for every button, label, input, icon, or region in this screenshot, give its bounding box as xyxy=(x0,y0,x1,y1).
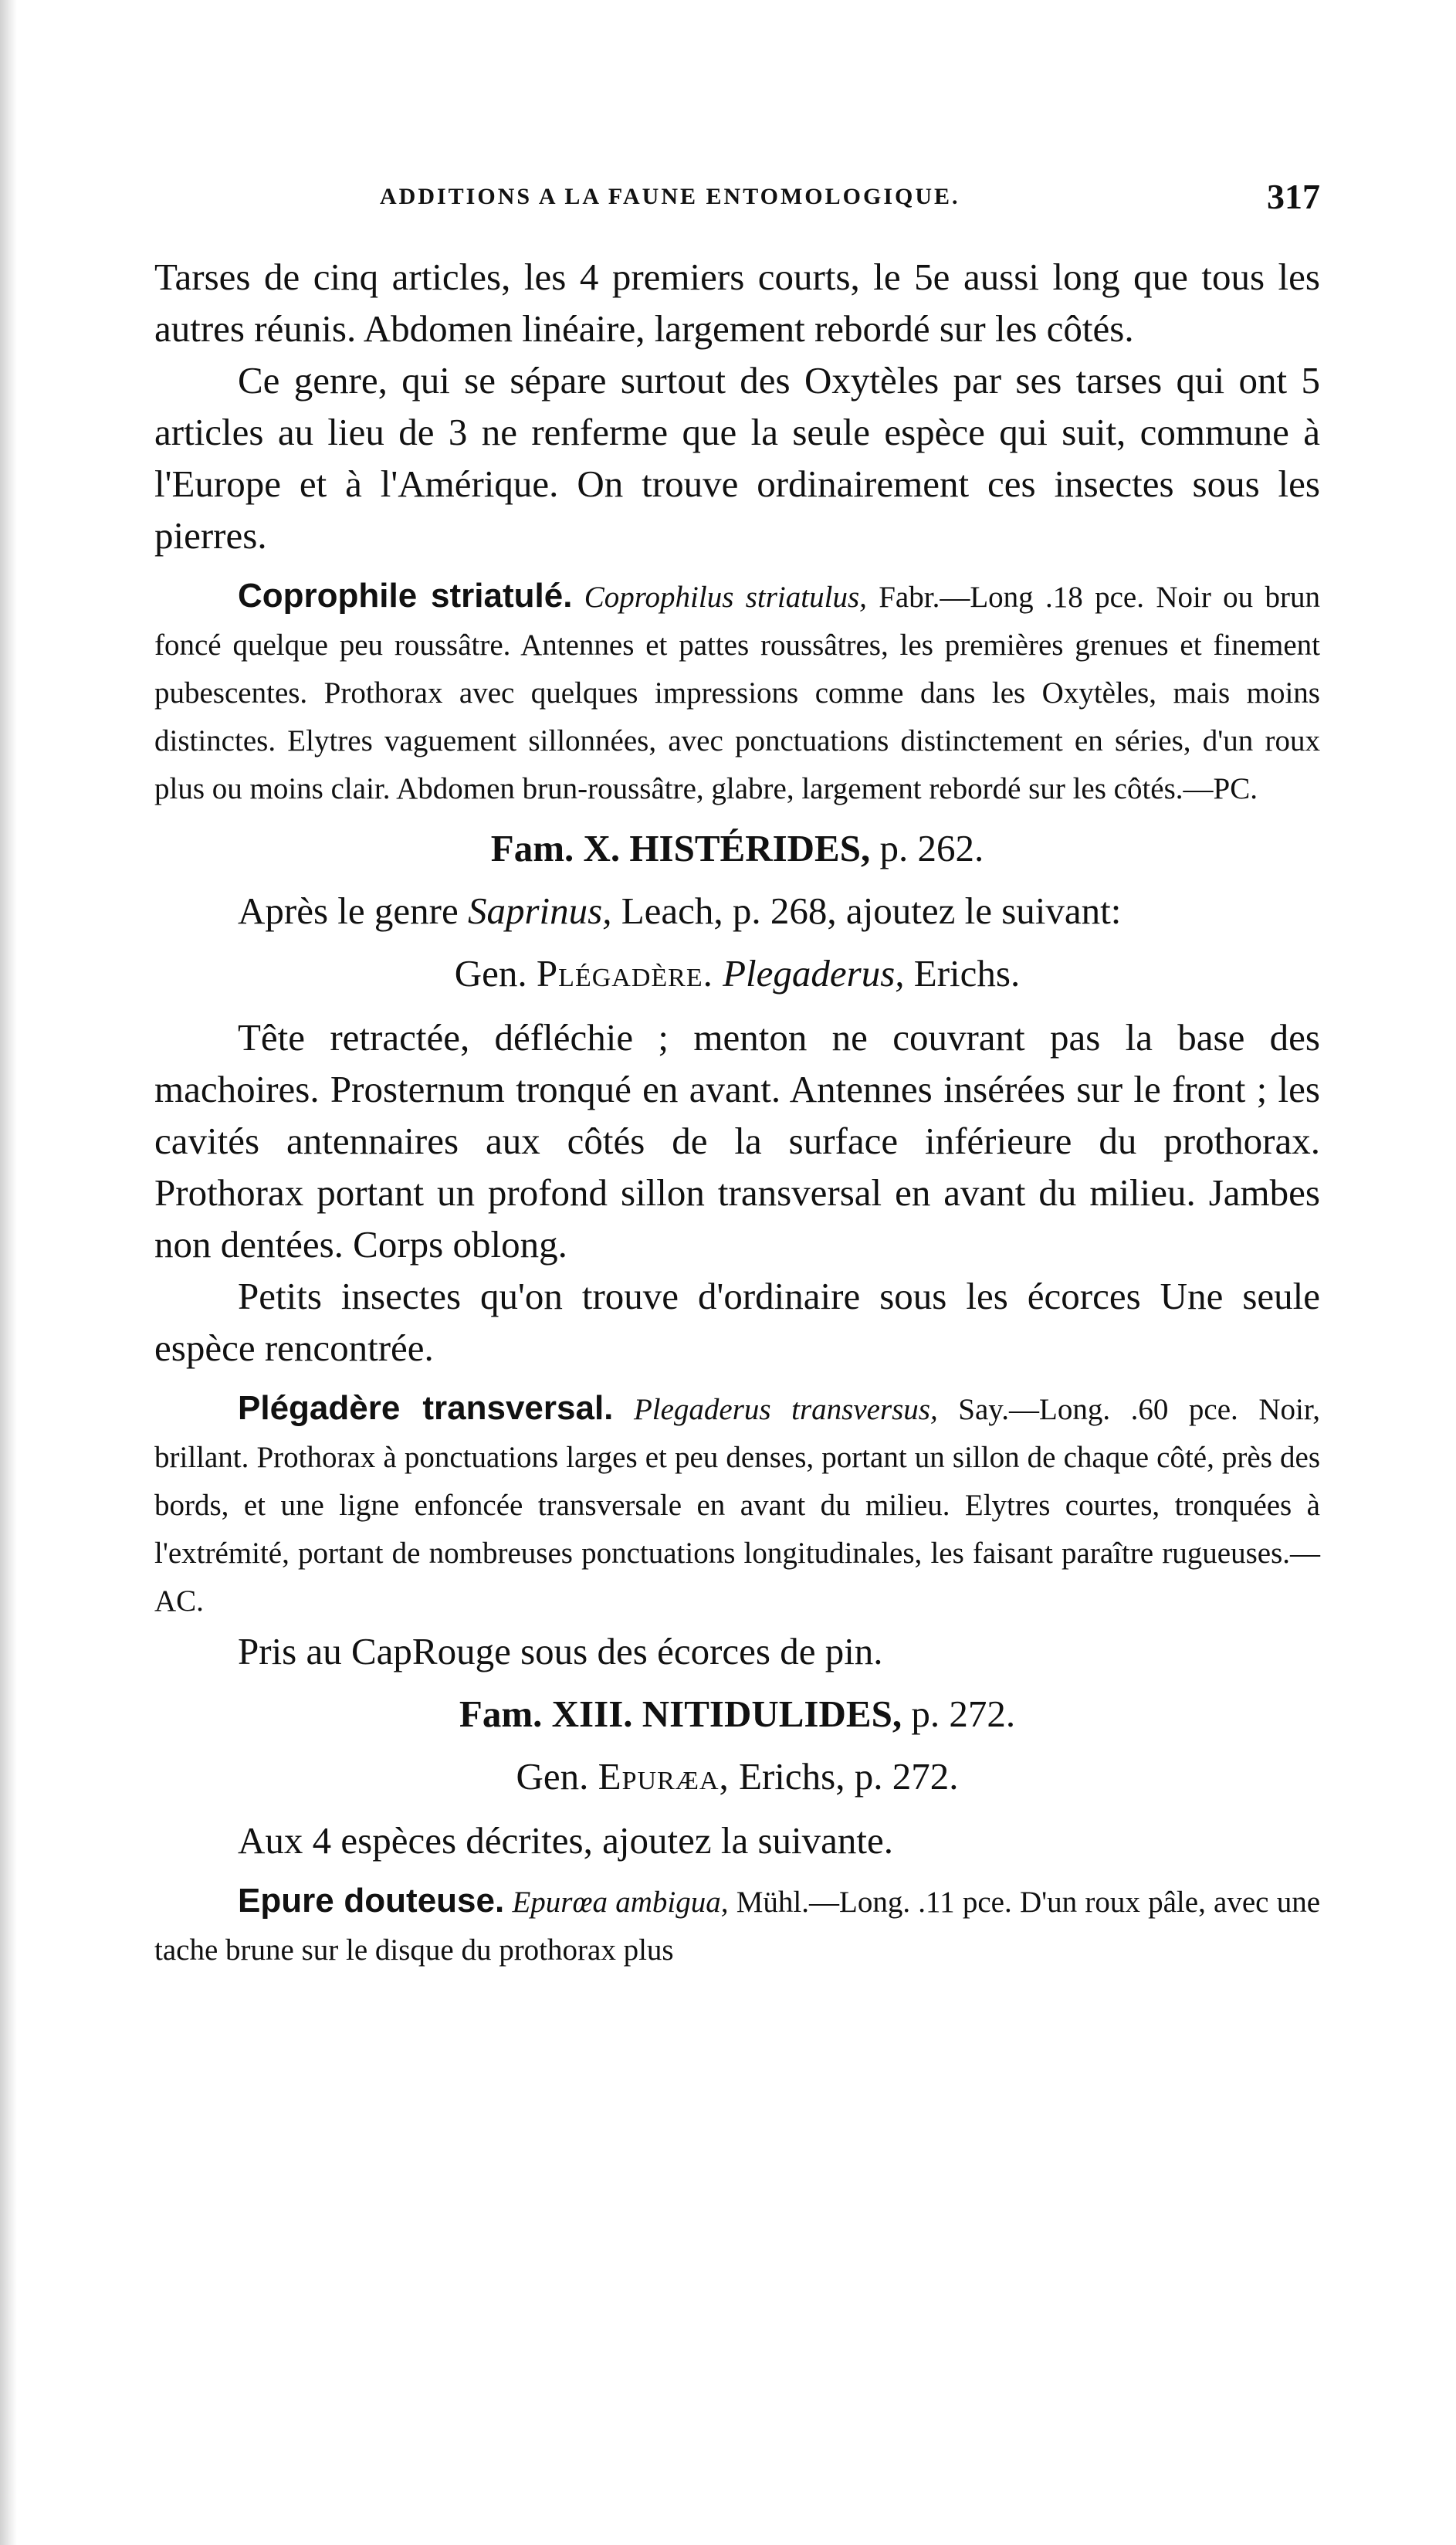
paragraph-saprinus xyxy=(154,885,1320,937)
running-head: ADDITIONS A LA FAUNE ENTOMOLOGIQUE. xyxy=(380,184,960,209)
family-label: Fam. XIII. NITIDULIDES, xyxy=(459,1693,902,1735)
species-epure xyxy=(154,1877,1320,1974)
page-header xyxy=(154,176,1320,222)
species-description: Fabr.—Long .18 pce. Noir ou brun foncé quelque peu roussâtre. Antennes et pattes roussâtres, les premières grenues et finement pubescentes. Prothorax avec quelques impressions comme dans les Oxytèles, mais moins distinctes. Elytres vaguement sillonnées, avec ponctuations distinctement en séries, d'un roux plus ou moins clair. Abdomen brun-roussâtre, glabre, largement rebordé sur les côtés.—PC. xyxy=(154,581,1321,805)
genus-gen: Gen. xyxy=(454,952,527,995)
paragraph-tete: Tête retractée, défléchie ; menton ne couvrant pas la base des machoires. Prosternum tronqué en avant. Antennes insérées sur le front ; les cavités antennaires aux côtés de la surface inférieure du prothorax. Prothorax portant un profond sillon transversal en avant du milieu. Jambes non dentées. Corps oblong. xyxy=(154,1016,1320,1266)
page-body xyxy=(154,251,1320,1974)
genus-rest: Erichs, p. 272. xyxy=(739,1755,959,1798)
family-heading-histerides xyxy=(154,822,1320,874)
species-latin: Plegaderus transversus, xyxy=(633,1393,938,1426)
species-description: Say.—Long. .60 pce. Noir, brillant. Prothorax à ponctuations larges et peu denses, portant un sillon de chaque côté, près des bords, et une ligne enfoncée transversale en avant du milieu. Elytres courtes, tronquées à l'extrémité, portant de nombreuses ponctuations longitudinales, les faisant paraître rugueuses.—AC. xyxy=(154,1393,1321,1618)
species-latin: Epurœa ambigua, xyxy=(512,1886,729,1919)
paragraph-pris: Pris au CapRouge sous des écorces de pin. xyxy=(238,1630,883,1672)
species-latin: Coprophilus striatulus, xyxy=(584,581,867,614)
paragraph-aux-especes: Aux 4 espèces décrites, ajoutez la suivante. xyxy=(238,1819,894,1862)
family-label: Fam. X. HISTÉRIDES, xyxy=(490,827,871,869)
species-name: Coprophile striatulé. xyxy=(238,577,573,615)
paragraph-petits-insectes: Petits insectes qu'on trouve d'ordinaire sous les écorces Une seule espèce rencontrée. xyxy=(154,1275,1320,1369)
page-number: 317 xyxy=(1267,177,1320,216)
genus-name: Plégadère. xyxy=(536,952,713,995)
genus-author: Erichs. xyxy=(913,952,1021,995)
species-plegadere xyxy=(154,1384,1320,1625)
saprinus-post: Leach, p. 268, ajoutez le suivant: xyxy=(621,890,1122,932)
species-description: Mühl.—Long. .11 pce. D'un roux pâle, avec une tache brune sur le disque du prothorax plus xyxy=(154,1886,1321,1967)
family-heading-nitidulides xyxy=(154,1688,1320,1740)
genus-name: Epuræa, xyxy=(598,1755,730,1798)
paragraph-genre: Ce genre, qui se sépare surtout des Oxytèles par ses tarses qui ont 5 articles au lieu de 3 ne renferme que la seule espèce qui suit, commune à l'Europe et à l'Amérique. On trouve ordinairement ces insectes sous les pierres. xyxy=(154,359,1320,557)
family-page: p. 262. xyxy=(879,827,984,869)
genus-heading-plegadere xyxy=(154,947,1320,999)
genus-heading-epuraea xyxy=(154,1750,1320,1802)
species-name: Epure douteuse. xyxy=(238,1882,505,1920)
saprinus-pre: Après le genre xyxy=(238,890,459,932)
saprinus-genus: Saprinus, xyxy=(467,890,612,932)
genus-gen: Gen. xyxy=(516,1755,589,1798)
species-name: Plégadère transversal. xyxy=(238,1389,614,1427)
scan-edge xyxy=(0,0,17,2545)
paragraph-tarses: Tarses de cinq articles, les 4 premiers courts, le 5e aussi long que tous les autres réunis. Abdomen linéaire, largement rebordé sur les côtés. xyxy=(154,256,1320,350)
species-coprophile xyxy=(154,572,1320,813)
family-page: p. 272. xyxy=(911,1693,1016,1735)
genus-latin: Plegaderus, xyxy=(723,952,905,995)
